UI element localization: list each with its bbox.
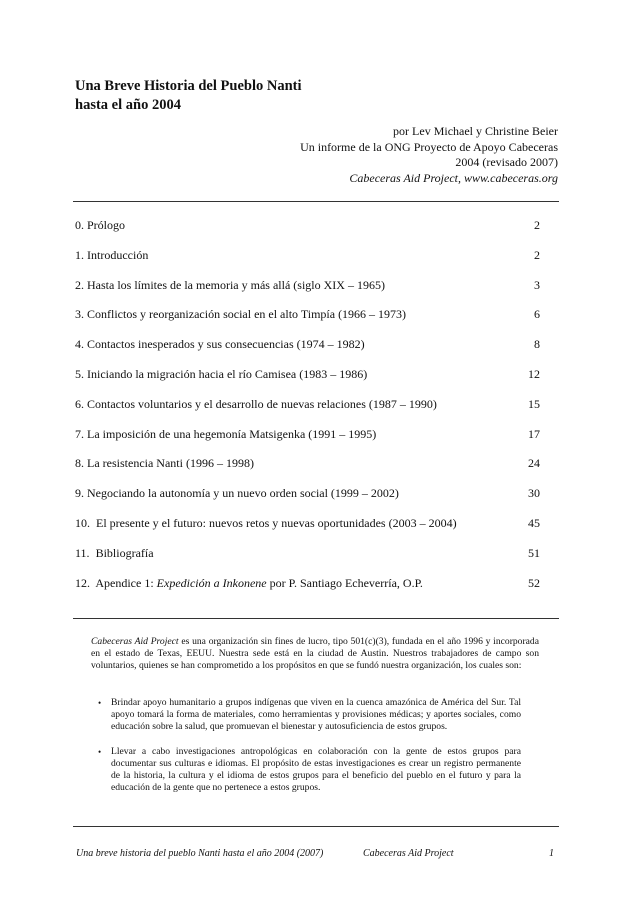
toc-entry-7[interactable] bbox=[75, 426, 540, 456]
toc-page-number: 12 bbox=[528, 366, 540, 381]
toc-page-number: 6 bbox=[534, 307, 540, 322]
toc-number: 5. bbox=[75, 366, 84, 381]
byline-org: Cabeceras Aid Project, www.cabeceras.org bbox=[349, 170, 558, 185]
toc-page-number: 52 bbox=[528, 575, 540, 590]
toc-title: El presente y el futuro: nuevos retos y nuevas oportunidades (2003 – 2004) bbox=[93, 515, 457, 530]
toc-number: 10. bbox=[75, 515, 90, 530]
divider-middle bbox=[73, 618, 559, 619]
purpose-text: Llevar a cabo investigaciones antropológicas en colaboración con la gente de estos grupos para documentar sus culturas e idiomas. El propósito de estas investigaciones es crear un registro permanente de la historia, la cultura y el idioma de estos grupos para el beneficio del pueblo en el futuro y para la educación de la gente que no pertenece a estos grupos. bbox=[111, 745, 521, 794]
toc-number: 4. bbox=[75, 337, 84, 352]
toc-number: 1. bbox=[75, 247, 84, 262]
toc-page-number: 17 bbox=[528, 426, 540, 441]
footer-document-title: Una breve historia del pueblo Nanti hasta el año 2004 (2007) bbox=[76, 848, 324, 859]
bullet-icon: • bbox=[98, 746, 102, 757]
toc-entry-10[interactable] bbox=[75, 515, 540, 545]
purpose-list bbox=[97, 697, 521, 794]
document-title bbox=[75, 77, 302, 115]
divider-top bbox=[73, 201, 559, 202]
toc-page-number: 15 bbox=[528, 396, 540, 411]
toc-entry-6[interactable] bbox=[75, 396, 540, 426]
toc-number: 6. bbox=[75, 396, 84, 411]
toc-number: 0. bbox=[75, 218, 84, 232]
table-of-contents bbox=[75, 217, 540, 604]
toc-entry-9[interactable] bbox=[75, 485, 540, 515]
toc-number: 11. bbox=[75, 545, 90, 560]
org-name: Cabeceras Aid Project bbox=[91, 636, 179, 647]
toc-number: 2. bbox=[75, 277, 84, 292]
toc-page-number: 3 bbox=[534, 277, 540, 292]
footer-page-number: 1 bbox=[549, 848, 554, 859]
toc-number: 7. bbox=[75, 426, 84, 441]
toc-title-suffix: por P. Santiago Echeverría, O.P. bbox=[266, 575, 423, 590]
about-intro: es una organización sin fines de lucro, tipo 501(c)(3), fundada en el año 1996 y incorporada en el estado de Texas, EEUU. Nuestra sede está en la ciudad de Austin. Nuestros trabajadores de campo son voluntarios, quienes se han comprometido a los propósitos en que se fundó nuestra organización, los cuales son: bbox=[91, 636, 539, 672]
toc-entry-8[interactable] bbox=[75, 455, 540, 485]
toc-page-number: 30 bbox=[528, 486, 540, 501]
toc-entry-4[interactable] bbox=[75, 336, 540, 366]
toc-title-italic: Expedición a Inkonene bbox=[156, 575, 267, 590]
title-line-2: hasta el año 2004 bbox=[75, 97, 181, 113]
toc-title: Iniciando la migración hacia el río Camisea (1983 – 1986) bbox=[87, 366, 368, 381]
toc-number: 3. bbox=[75, 307, 84, 322]
toc-title: Introducción bbox=[87, 247, 149, 262]
about-paragraph bbox=[91, 636, 539, 673]
toc-title: Negociando la autonomía y un nuevo orden social (1999 – 2002) bbox=[87, 486, 399, 501]
purpose-item-1 bbox=[97, 697, 521, 734]
toc-entry-3[interactable] bbox=[75, 306, 540, 336]
toc-entry-2[interactable] bbox=[75, 277, 540, 307]
toc-page-number: 24 bbox=[528, 456, 540, 471]
toc-title: La resistencia Nanti (1996 – 1998) bbox=[87, 456, 254, 471]
toc-number: 8. bbox=[75, 456, 84, 471]
toc-title: Prólogo bbox=[87, 218, 126, 232]
purpose-text: Brindar apoyo humanitario a grupos indígenas que viven en la cuenca amazónica de América del Sur. Tal apoyo tomará la forma de materiales, como herramientas y provisiones médicas; y aportes sociales, como educación sobre la salud, que promuevan el bienestar y autosuficiencia de estos grupos. bbox=[111, 697, 521, 733]
toc-title: Conflictos y reorganización social en el alto Timpía (1966 – 1973) bbox=[87, 307, 407, 322]
footer-organization: Cabeceras Aid Project bbox=[363, 848, 454, 859]
toc-title: Contactos voluntarios y el desarrollo de nuevas relaciones (1987 – 1990) bbox=[87, 396, 437, 411]
title-line-1: Una Breve Historia del Pueblo Nanti bbox=[75, 78, 302, 94]
toc-page-number: 51 bbox=[528, 545, 540, 560]
toc-entry-12[interactable] bbox=[75, 575, 540, 605]
toc-title: Bibliografía bbox=[92, 545, 154, 560]
toc-title bbox=[93, 576, 423, 590]
toc-page-number: 2 bbox=[534, 218, 540, 232]
toc-title: Hasta los límites de la memoria y más allá (siglo XIX – 1965) bbox=[87, 277, 385, 292]
bullet-icon: • bbox=[98, 698, 102, 708]
toc-entry-11[interactable] bbox=[75, 545, 540, 575]
byline-authors: por Lev Michael y Christine Beier bbox=[393, 124, 558, 138]
toc-page-number: 45 bbox=[528, 515, 540, 530]
toc-entry-5[interactable] bbox=[75, 366, 540, 396]
divider-bottom bbox=[73, 826, 559, 827]
about-organization bbox=[91, 636, 539, 673]
toc-number: 12. bbox=[75, 575, 90, 590]
toc-entry-1[interactable] bbox=[75, 247, 540, 277]
toc-number: 9. bbox=[75, 486, 84, 501]
toc-title-prefix: Apendice 1: bbox=[93, 575, 157, 590]
toc-title: Contactos inesperados y sus consecuencias (1974 – 1982) bbox=[87, 337, 365, 352]
toc-page-number: 2 bbox=[534, 247, 540, 262]
byline-year: 2004 (revisado 2007) bbox=[455, 155, 558, 169]
byline-report: Un informe de la ONG Proyecto de Apoyo Cabeceras bbox=[300, 139, 558, 154]
byline bbox=[300, 124, 558, 186]
toc-title: La imposición de una hegemonía Matsigenka (1991 – 1995) bbox=[87, 426, 377, 441]
toc-page-number: 8 bbox=[534, 337, 540, 352]
purpose-item-2 bbox=[97, 746, 521, 795]
toc-entry-0[interactable] bbox=[75, 217, 540, 247]
